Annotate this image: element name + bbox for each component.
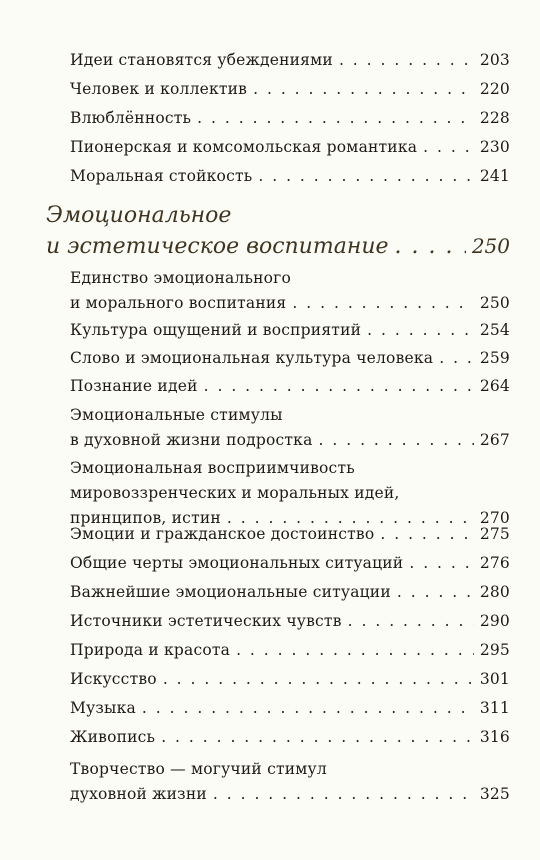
- toc-entry[interactable]: [70, 318, 510, 343]
- toc-entry-title: Творчество — могучий стимул: [70, 760, 327, 778]
- dot-leader: [142, 696, 474, 721]
- toc-page-number: 301: [479, 670, 510, 688]
- dot-leader: [197, 106, 474, 131]
- section-heading-line: [46, 231, 510, 262]
- toc-entry-title: Идеи становятся убеждениями: [70, 51, 333, 69]
- toc-entry[interactable]: [70, 609, 510, 634]
- toc-entry[interactable]: [70, 580, 510, 605]
- toc-entry-line: [70, 667, 510, 692]
- dot-leader: [258, 164, 473, 189]
- toc-entry[interactable]: [70, 48, 510, 73]
- toc-entry-line: [70, 403, 510, 428]
- toc-entry-line: [70, 580, 510, 605]
- toc-entry-title: в духовной жизни подростка: [70, 431, 313, 449]
- toc-entry-line: [70, 551, 510, 576]
- toc-entry-line: [70, 481, 510, 506]
- toc-entry-line: [70, 346, 510, 371]
- toc-entry-line: [70, 609, 510, 634]
- dot-leader: [439, 346, 474, 371]
- toc-entry-title: Источники эстетических чувств: [70, 612, 342, 630]
- toc-entry-line: [70, 696, 510, 721]
- toc-entry[interactable]: [70, 266, 510, 316]
- toc-section-heading[interactable]: [46, 200, 510, 262]
- toc-entry-title: Человек и коллектив: [70, 80, 248, 98]
- toc-entry-title: Пионерская и комсомольская романтика: [70, 138, 418, 156]
- toc-page-number: 311: [479, 699, 510, 717]
- toc-entry-line: [70, 638, 510, 663]
- toc-page-number: 254: [479, 321, 510, 339]
- toc-page-number: 276: [479, 554, 510, 572]
- toc-entry-line: [70, 782, 510, 807]
- toc-entry-line: [70, 456, 510, 481]
- dot-leader: [348, 609, 474, 634]
- toc-entry-line: [70, 374, 510, 399]
- toc-entry[interactable]: [70, 374, 510, 399]
- toc-entry[interactable]: [70, 135, 510, 160]
- toc-entry[interactable]: [70, 346, 510, 371]
- toc-entry-title: Живопись: [70, 728, 156, 746]
- toc-entry-title: Слово и эмоциональная культура человека: [70, 349, 434, 367]
- dot-leader: [423, 135, 474, 160]
- toc-entry[interactable]: [70, 757, 510, 807]
- toc-entry-line: [70, 164, 510, 189]
- dot-leader: [161, 725, 474, 750]
- toc-entry[interactable]: [70, 164, 510, 189]
- toc-page-number: 267: [479, 431, 510, 449]
- toc-page-number: 230: [479, 138, 510, 156]
- toc-entry[interactable]: [70, 725, 510, 750]
- toc-entry-title: принципов, истин: [70, 509, 221, 527]
- toc-entry[interactable]: [70, 456, 510, 531]
- toc-entry-title: Природа и красота: [70, 641, 231, 659]
- toc-entry-title: духовной жизни: [70, 785, 207, 803]
- dot-leader: [253, 77, 474, 102]
- section-page-number: 250: [471, 234, 510, 258]
- toc-entry-title: Эмоциональные стимулы: [70, 406, 283, 424]
- toc-page-number: 295: [479, 641, 510, 659]
- section-heading-line: [46, 200, 510, 231]
- toc-page-number: 264: [479, 377, 510, 395]
- toc-entry-line: [70, 106, 510, 131]
- dot-leader: [319, 428, 474, 453]
- toc-entry-title: Познание идей: [70, 377, 198, 395]
- toc-page-number: 325: [479, 785, 510, 803]
- section-title: и эстетическое воспитание: [46, 234, 389, 259]
- toc-entry-line: [70, 48, 510, 73]
- toc-entry-line: [70, 428, 510, 453]
- toc-entry-line: [70, 135, 510, 160]
- toc-entry-line: [70, 77, 510, 102]
- dot-leader: [339, 48, 474, 73]
- toc-entry-line: [70, 522, 510, 547]
- dot-leader: [395, 231, 466, 262]
- toc-page-number: 259: [479, 349, 510, 367]
- toc-entry-title: и морального воспитания: [70, 294, 287, 312]
- dot-leader: [204, 374, 474, 399]
- toc-entry[interactable]: [70, 106, 510, 131]
- dot-leader: [380, 522, 473, 547]
- toc-page-number: 316: [479, 728, 510, 746]
- dot-leader: [236, 638, 474, 663]
- dot-leader: [213, 782, 474, 807]
- toc-entry[interactable]: [70, 77, 510, 102]
- toc-entry[interactable]: [70, 696, 510, 721]
- toc-entry-title: Культура ощущений и восприятий: [70, 321, 362, 339]
- toc-entry[interactable]: [70, 667, 510, 692]
- toc-page-number: 228: [479, 109, 510, 127]
- toc-entry-title: Влюблённость: [70, 109, 192, 127]
- toc-entry[interactable]: [70, 522, 510, 547]
- toc-page-number: 290: [479, 612, 510, 630]
- toc-entry[interactable]: [70, 403, 510, 453]
- toc-entry-title: Эмоциональная восприимчивость: [70, 459, 355, 477]
- toc-page-number: 220: [479, 80, 510, 98]
- toc-page-number: 241: [479, 167, 510, 185]
- toc-entry-line: [70, 291, 510, 316]
- toc-entry-title: Эмоции и гражданское достоинство: [70, 525, 375, 543]
- toc-entry-title: мировоззренческих и моральных идей,: [70, 484, 400, 502]
- dot-leader: [367, 318, 474, 343]
- dot-leader: [409, 551, 473, 576]
- toc-page-number: 203: [479, 51, 510, 69]
- toc-entry-line: [70, 757, 510, 782]
- toc-entry-line: [70, 266, 510, 291]
- dot-leader: [292, 291, 473, 316]
- section-title: Эмоциональное: [46, 203, 232, 228]
- toc-entry-line: [70, 725, 510, 750]
- toc-entry-title: Моральная стойкость: [70, 167, 253, 185]
- toc-page-number: 280: [479, 583, 510, 601]
- toc-entry-line: [70, 318, 510, 343]
- toc-page-number: 275: [479, 525, 510, 543]
- toc-entry-title: Музыка: [70, 699, 136, 717]
- toc-entry-title: Общие черты эмоциональных ситуаций: [70, 554, 404, 572]
- toc-page-number: 250: [479, 294, 510, 312]
- dot-leader: [163, 667, 474, 692]
- toc-entry-title: Важнейшие эмоциональные ситуации: [70, 583, 391, 601]
- dot-leader: [397, 580, 474, 605]
- toc-entry[interactable]: [70, 551, 510, 576]
- toc-entry-title: Единство эмоционального: [70, 269, 292, 287]
- toc-page-number: 270: [479, 509, 510, 527]
- toc-entry[interactable]: [70, 638, 510, 663]
- toc-entry-title: Искусство: [70, 670, 157, 688]
